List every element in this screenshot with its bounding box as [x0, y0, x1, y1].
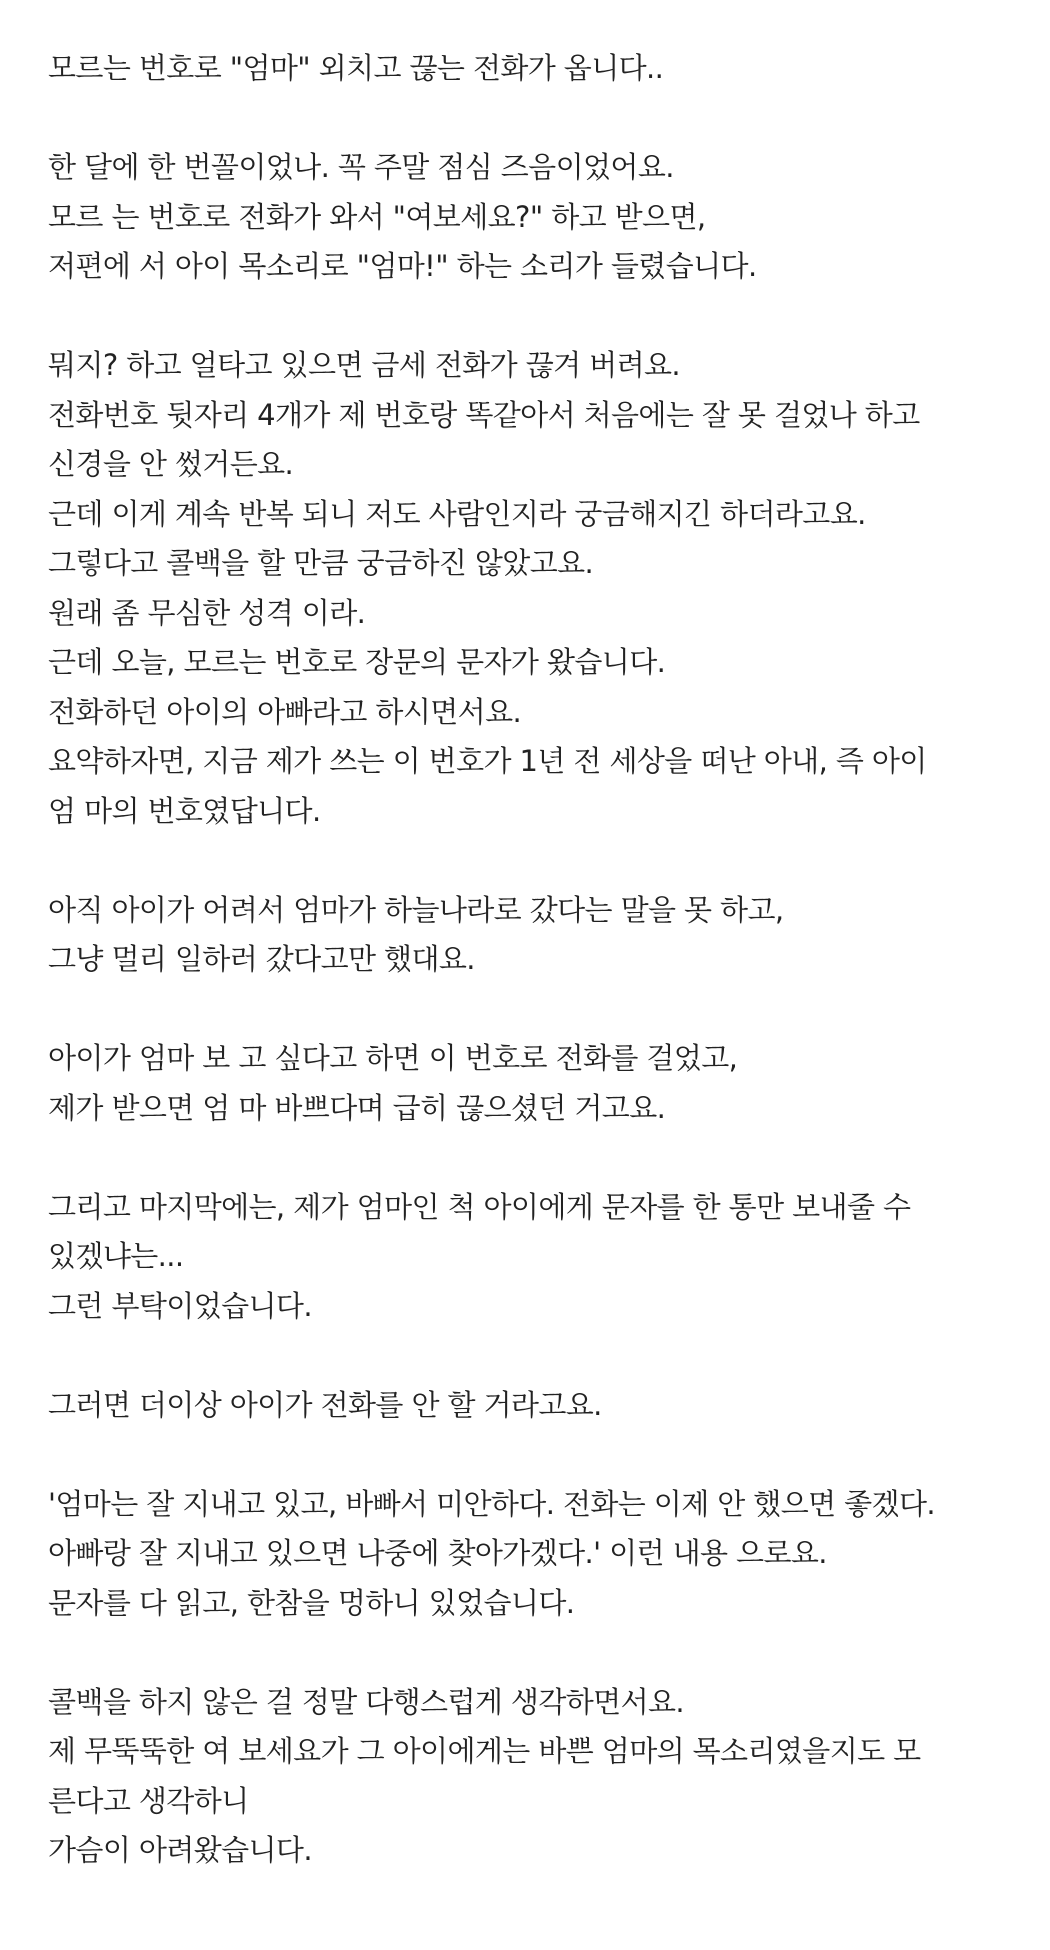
text-line: 콜백을 하지 않은 걸 정말 다행스럽게 생각하면서요. — [48, 1684, 685, 1719]
text-line: 신경을 안 썼거든요. — [48, 447, 294, 481]
paragraph — [48, 44, 1050, 94]
text-line: 근데 오늘, 모르는 번호로 장문의 문자가 왔습니다. — [48, 645, 666, 679]
text-line: 가슴이 아려왔습니다. — [48, 1833, 312, 1867]
paragraph — [48, 143, 1050, 292]
text-line: 른다고 생각하니 — [48, 1783, 249, 1818]
paragraph-gap — [48, 985, 1050, 1035]
text-line: 제가 받으면 엄 마 바쁘다며 급히 끊으셨던 거고요. — [48, 1090, 666, 1125]
text-line: 전화번호 뒷자리 4개가 제 번호랑 똑같아서 처음에는 잘 못 걸었나 하고 — [48, 397, 920, 432]
paragraph — [48, 886, 1050, 985]
paragraph-gap — [48, 1628, 1050, 1678]
paragraph-gap — [48, 1430, 1050, 1480]
paragraph-gap — [48, 1331, 1050, 1381]
text-line: 모르 는 번호로 전화가 와서 "여보세요?" 하고 받으면, — [48, 199, 706, 234]
text-line: 문자를 다 읽고, 한참을 멍하니 있었습니다. — [48, 1585, 575, 1620]
paragraph — [48, 1678, 1050, 1876]
text-line: 아빠랑 잘 지내고 있으면 나중에 찾아가겠다.' 이런 내용 으로요. — [48, 1536, 827, 1570]
text-line: 요약하자면, 지금 제가 쓰는 이 번호가 1년 전 세상을 떠난 아내, 즉 아이 — [48, 744, 927, 778]
text-line: 저편에 서 아이 목소리로 "엄마!" 하는 소리가 들렸습니다. — [48, 249, 757, 283]
text-line: 제 무뚝뚝한 여 보세요가 그 아이에게는 바쁜 엄마의 목소리였을지도 모 — [48, 1734, 921, 1768]
paragraph-gap — [48, 836, 1050, 886]
text-line: 그냥 멀리 일하러 갔다고만 했대요. — [48, 942, 475, 976]
text-line: 그렇다고 콜백을 할 만큼 궁금하진 않았고요. — [48, 546, 594, 580]
text-line: '엄마는 잘 지내고 있고, 바빠서 미안하다. 전화는 이제 안 했으면 좋겠다. — [48, 1486, 936, 1521]
text-line: 근데 이게 계속 반복 되니 저도 사람인지라 궁금해지긴 하더라고요. — [48, 496, 866, 531]
text-line: 전화하던 아이의 아빠라고 하시면서요. — [48, 694, 522, 729]
text-line: 한 달에 한 번꼴이었나. 꼭 주말 점심 즈음이었어요. — [48, 150, 674, 184]
paragraph — [48, 341, 1050, 836]
text-line: 아이가 엄마 보 고 싶다고 하면 이 번호로 전화를 걸었고, — [48, 1041, 738, 1075]
paragraph — [48, 1183, 1050, 1332]
paragraph — [48, 1034, 1050, 1133]
text-line: 뭐지? 하고 얼타고 있으면 금세 전화가 끊겨 버려요. — [48, 348, 681, 382]
text-line: 그리고 마지막에는, 제가 엄마인 척 아이에게 문자를 한 통만 보내줄 수 — [48, 1189, 911, 1224]
paragraph — [48, 1480, 1050, 1629]
paragraph — [48, 1381, 1050, 1431]
paragraph-gap — [48, 94, 1050, 144]
paragraph-gap — [48, 1133, 1050, 1183]
text-line: 있겠냐는... — [48, 1239, 184, 1273]
text-line: 그런 부탁이었습니다. — [48, 1288, 312, 1323]
text-line: 모르는 번호로 "엄마" 외치고 끊는 전화가 옵니다.. — [48, 51, 664, 85]
text-line: 원래 좀 무심한 성격 이라. — [48, 595, 366, 630]
text-line: 그러면 더이상 아이가 전화를 안 할 거라고요. — [48, 1387, 602, 1422]
text-line: 엄 마의 번호였답니다. — [48, 793, 321, 828]
text-line: 아직 아이가 어려서 엄마가 하늘나라로 갔다는 말을 못 하고, — [48, 892, 784, 927]
paragraph-gap — [48, 292, 1050, 342]
